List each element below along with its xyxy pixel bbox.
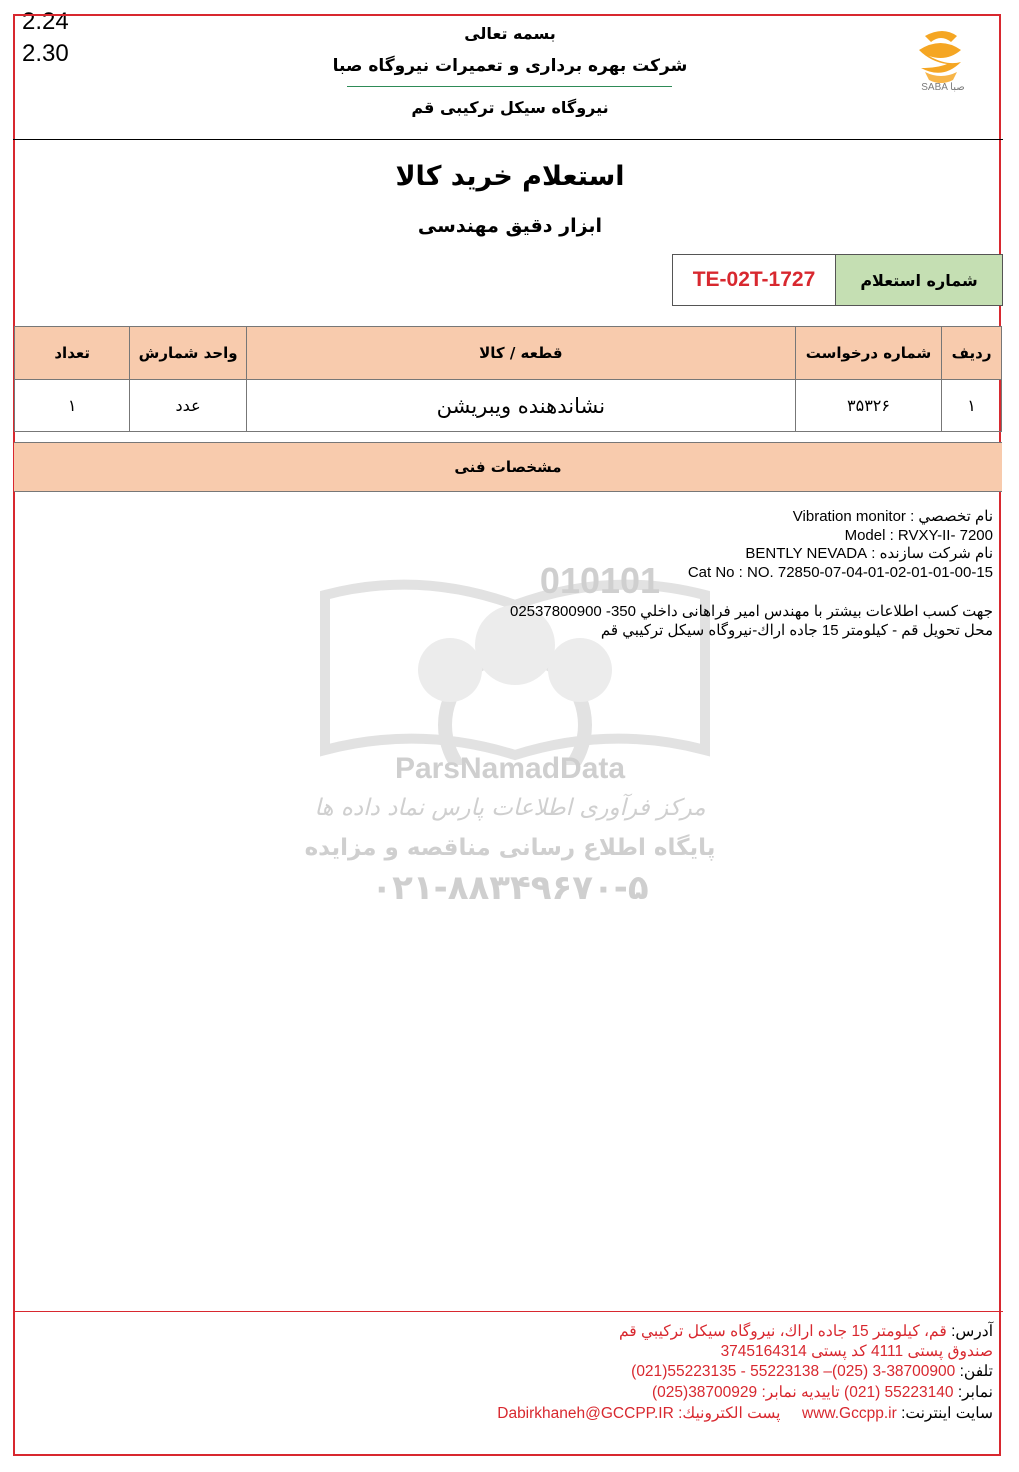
logo-text: SABA صبا — [921, 82, 965, 93]
corner-note-2: 2.30 — [22, 40, 69, 67]
col-row-header: ردیف — [942, 327, 1002, 380]
col-qty-header: تعداد — [15, 327, 130, 380]
spec-line-2: Model : RVXY-II- 7200 — [844, 527, 993, 544]
items-table — [14, 326, 1002, 432]
footer-web-label: سایت اینترنت: — [901, 1405, 993, 1422]
footer-email-label: پست الكترونيك: — [678, 1405, 781, 1422]
cell-row: ۱ — [942, 380, 1002, 432]
header-divider — [13, 139, 1003, 140]
spec-line-5: جهت كسب اطلاعات بيشتر با مهندس امیر فراهانی داخلي 350- 02537800900 — [510, 603, 993, 620]
footer-divider — [13, 1311, 1003, 1312]
cell-request: ۳۵۳۲۶ — [795, 380, 941, 432]
spec-line-4: Cat No : NO. 72850-07-04-01-02-01-01-00-15 — [687, 564, 993, 581]
footer-fax-label: نمابر: — [957, 1384, 993, 1401]
footer-fax — [652, 1383, 993, 1403]
cell-item: نشاندهنده ویبریشن — [246, 380, 795, 432]
footer-web-link[interactable]: www.Gccpp.ir — [802, 1405, 897, 1422]
footer-address — [619, 1322, 993, 1342]
company-underline — [347, 86, 672, 87]
spec-line-3: نام شركت سازنده : BENTLY NEVADA — [745, 545, 993, 562]
col-item-header: قطعه / کالا — [246, 327, 795, 380]
spec-line-1: نام تخصصي : Vibration monitor — [792, 508, 993, 525]
footer-address-label: آدرس: — [951, 1323, 993, 1340]
table-header-row — [15, 327, 1002, 380]
watermark-line1: مرکز فرآوری اطلاعات پارس نماد داده ها — [314, 795, 706, 821]
page-title: استعلام خرید کالا — [395, 161, 625, 192]
corner-note-1: 2.24 — [22, 8, 69, 35]
watermark-digits: 010101 — [539, 560, 661, 601]
saba-logo — [895, 22, 987, 104]
footer-address-value: قم، كيلومتر 15 جاده اراك، نيروگاه سيكل تركيبي قم — [618, 1323, 947, 1340]
watermark-phone: ۰۲۱-۸۸۳۴۹۶۷۰-۵ — [371, 868, 649, 908]
footer-phone-value: 38700900-3 (025)– 55223138 - 55223135(021) — [631, 1363, 956, 1380]
specs-heading: مشخصات فنی — [14, 442, 1002, 492]
col-unit-header: واحد شمارش — [130, 327, 247, 380]
footer-postal: صندوق پستی 4111 کد پستی 3745164314 — [720, 1343, 993, 1360]
basmala: بسمه تعالی — [464, 24, 556, 43]
plant-name: نیروگاه سیکل ترکیبی قم — [411, 98, 609, 117]
footer-email-link[interactable]: Dabirkhaneh@GCCPP.IR — [497, 1405, 674, 1422]
company-name: شرکت بهره برداری و تعمیرات نیروگاه صبا — [332, 56, 688, 76]
footer-fax-value: 55223140 (021) تاييديه نمابر: 38700929(025) — [651, 1384, 954, 1401]
footer-phone — [631, 1362, 993, 1382]
footer-phone-label: تلفن: — [959, 1363, 993, 1380]
cell-qty: ۱ — [15, 380, 130, 432]
cell-unit: عدد — [130, 380, 247, 432]
spec-line-6: محل تحويل قم - كيلومتر 15 جاده اراك-نيروگاه سيكل تركيبي قم — [600, 622, 993, 639]
watermark-brand: ParsNamadData — [394, 752, 626, 785]
watermark-line2: پایگاه اطلاع رسانی مناقصه و مزایده — [304, 835, 716, 861]
col-request-header: شماره درخواست — [795, 327, 941, 380]
table-row — [15, 380, 1002, 432]
inquiry-label: شماره استعلام — [835, 254, 1003, 306]
inquiry-number: TE-02T-1727 — [672, 254, 836, 306]
footer-web — [497, 1404, 993, 1424]
page-subtitle: ابزار دقیق مهندسی — [417, 215, 603, 237]
